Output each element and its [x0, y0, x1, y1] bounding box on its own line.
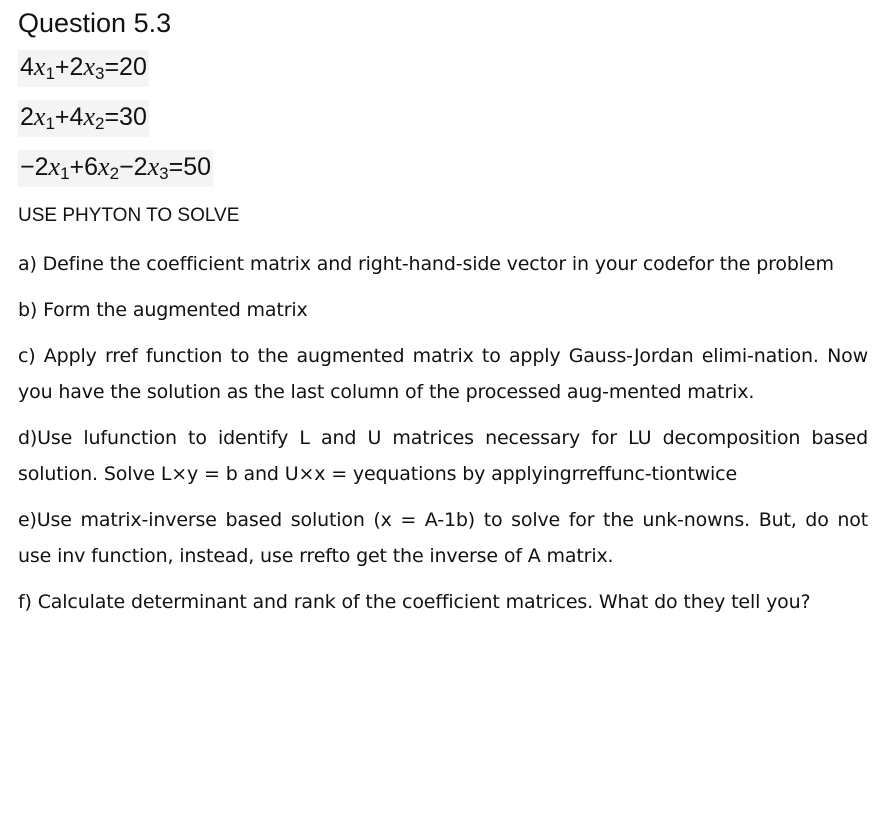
- variable: x: [33, 52, 46, 81]
- question-title: Question 5.3: [18, 8, 172, 38]
- subscript: 1: [45, 64, 55, 83]
- question-e: e)Use matrix-inverse based solution (x = A-1b) to solve for the unk-nowns. But, do not use inv function, instead, use rrefto get the inverse of A matrix.: [18, 509, 868, 567]
- equation-2: [18, 100, 149, 137]
- subscript: 3: [159, 164, 169, 183]
- subscript: 1: [45, 114, 55, 133]
- equation-3: [18, 150, 213, 187]
- question-d: d)Use lufunction to identify L and U matrices necessary for LU decomposition based solution. Solve L×y = b and U×x = yequations by applyingrreffunc-tiontwice: [18, 427, 868, 485]
- coefficient: 2: [20, 103, 34, 131]
- coefficient: =50: [168, 153, 212, 181]
- subscript: 2: [94, 114, 105, 133]
- coefficient: +6: [69, 153, 99, 181]
- subscript: 2: [109, 164, 120, 183]
- variable: x: [83, 102, 95, 131]
- coefficient: −2: [20, 153, 49, 181]
- variable: x: [33, 102, 46, 131]
- coefficient: +4: [54, 103, 84, 131]
- subscript: 3: [94, 64, 105, 83]
- question-f: f) Calculate determinant and rank of the coefficient matrices. What do they tell you?: [18, 591, 811, 613]
- coefficient: −2: [119, 153, 148, 181]
- question-a: a) Define the coefficient matrix and right-hand-side vector in your codefor the problem: [18, 253, 834, 275]
- question-page: [18, 6, 868, 630]
- coefficient: +2: [54, 53, 84, 81]
- question-b: b) Form the augmented matrix: [18, 299, 308, 321]
- variable: x: [147, 152, 160, 181]
- variable: x: [48, 152, 61, 181]
- equation-1: [18, 50, 149, 87]
- coefficient: =30: [104, 103, 147, 131]
- question-c: c) Apply rref function to the augmented matrix to apply Gauss-Jordan elimi-nation. Now you have the solution as the last column of the processed aug-mented matrix.: [18, 345, 868, 403]
- instruction-text: USE PHYTON TO SOLVE: [18, 205, 240, 226]
- coefficient: =20: [104, 53, 147, 81]
- subscript: 1: [60, 164, 70, 183]
- coefficient: 4: [20, 53, 34, 81]
- variable: x: [83, 52, 95, 81]
- equation-list: [18, 50, 868, 200]
- variable: x: [98, 152, 110, 181]
